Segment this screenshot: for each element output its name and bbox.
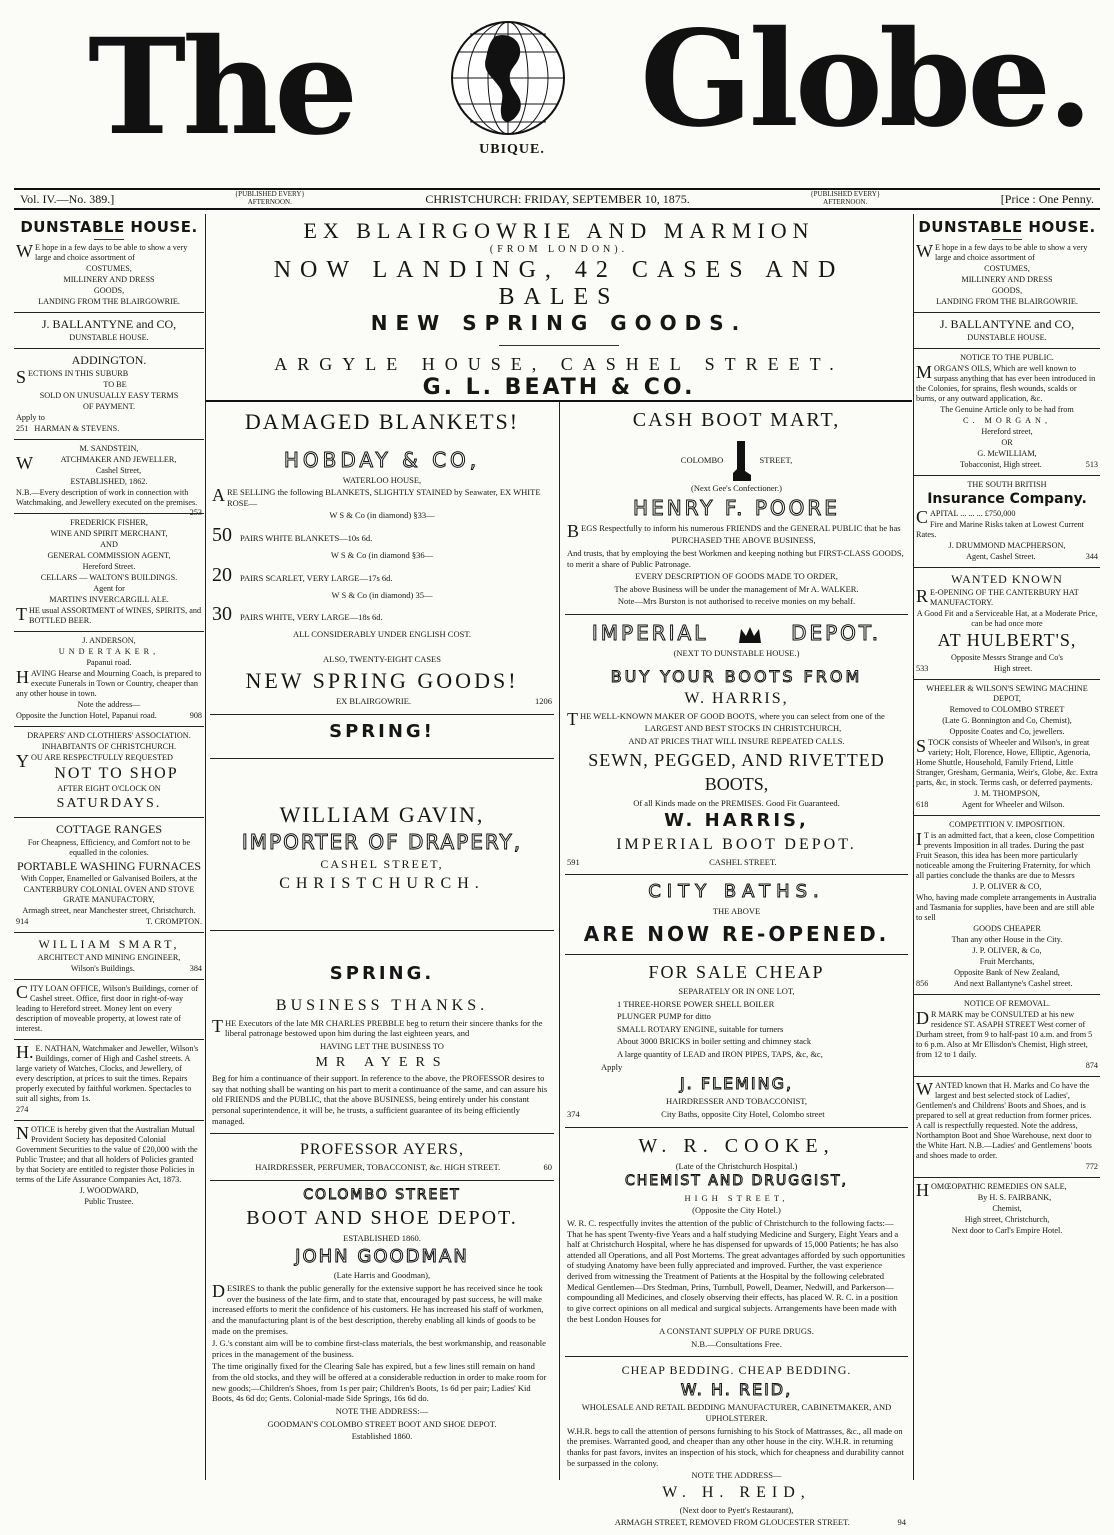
- ad-argyle-house: EX BLAIRGOWRIE AND MARMION (FROM LONDON). NOW LANDING, 42 CASES AND BALES NEW SPRING GOODS. ARGYLE HOUSE, CASHEL STREET. G. L. BEATH & CO.: [206, 214, 912, 402]
- ad-morgans-oils: NOTICE TO THE PUBLIC. MORGAN'S OILS, Which are well known to surpass anything that has ever been introduced in the Colonies, for sprains, flesh wounds, scalds or burns, or any outward application, &c. The Genuine Article only to be had from C. MORGAN, Hereford street, OR G. McWILLIAM, Tobacconist, High street. 513: [914, 349, 1100, 476]
- ad-william-gavin: WILLIAM GAVIN, IMPORTER OF DRAPERY, CASHEL STREET, CHRISTCHURCH.: [210, 759, 554, 932]
- ad-reid-bedding: CHEAP BEDDING. CHEAP BEDDING. W. H. REID, WHOLESALE AND RETAIL BEDDING MANUFACTURER, CABINETMAKER, AND UPHOLSTERER. W.H.R. begs to call the attention of persons furnishing to his Stock of Mattrasses, &c., all made on the premises. Warranted good, and cheaper than any other house in the city. W.H.R. in returning thanks for past favors, invites an inspection of his stock, which for cheapness and durability cannot be surpassed in the colony. NOTE THE ADDRESS— W. H. REID, (Next door to Pyett's Restaurant), ARMAGH STREET, REMOVED FROM GLOUCESTER STREET. 94: [567, 1363, 906, 1528]
- ad-notice-amp: NOTICE is hereby given that the Australian Mutual Provident Society has deposited Colonial Government Securities to the value of £20,000 with the Public Trustee; and that all holders of Policies granted by that Society are entitled to register those Policies in terms of the Life Assurance Companies Act, 1873. J. WOODWARD, Public Trustee.: [16, 1123, 198, 1207]
- ad-spring-1: SPRING!: [210, 715, 554, 759]
- ad-loan-office: CITY LOAN OFFICE, Wilson's Buildings, corner of Cashel street. Office, first door in right-of-way leading to Hereford street. Money lent on every description of moveable property, at lowest rate of interest.: [14, 980, 204, 1040]
- ad-notice-of-removal: NOTICE OF REMOVAL. DR MARK may be CONSULTED at his new residence ST. ASAPH STREET West corner of Durham street, from 9 to half-past 10 a.m. and from 5 to 6 p.m. Also at Mr Ellisdon's Chemist, High street, from 12 to 1 daily. 874: [914, 995, 1100, 1077]
- ad-professor-ayers: PROFESSOR AYERS, HAIRDRESSER, PERFUMER, TOBACCONIST, &c. HIGH STREET. 60: [210, 1134, 554, 1181]
- ad-sandstein: M. SANDSTEIN, WATCHMAKER AND JEWELLER, Cashel Street, ESTABLISHED, 1862. N.B.—Every description of work in connection with Watchmaking, and Jewellery executed on the premises. 253: [14, 440, 204, 514]
- ad-homoeopathic: HOMŒOPATHIC REMEDIES ON SALE, By H. S. FAIRBANK, Chemist, High street, Christchurch, Next door to Carl's Empire Hotel.: [916, 1179, 1067, 1235]
- ad-cooke-chemist: W. R. COOKE, (Late of the Christchurch Hospital.) CHEMIST AND DRUGGIST, HIGH STREET, (Opposite the City Hotel.) W. R. C. respectfully invites the attention of the public of Christchurch to the following facts:—That he has spent Twenty-five Years and a half studying Medicine and Surgery, Eight Years and a half at Christchurch Hospital, where he has dispensed for upwards of 15,000 Patients; he has also attended all Operations, and all Post Mortems. The great advantages afforded by such opportunities of studying Anatomy have been fully appreciated and improved. Further, the vast experience derived from witnessing the Treatment of Patients at the Hospital by the following celebrated Medical Gentlemen—Drs Stedman, Prins, Turnbull, Powell, Deamer, Nedwill, and Parkerson—compounding all Medicines, and closely observing their effects, has placed W. R. C. in a position to give correct opinions on all medical and surgical subjects. Arrangements have been made with the best London Houses for A CONSTANT SUPPLY OF PURE DRUGS. N.B.—Consultations Free.: [565, 1128, 908, 1358]
- issue-price: [Price : One Penny.: [1000, 191, 1094, 206]
- ad-dunstable-house-2: DUNSTABLE HOUSE. WE hope in a few days to be able to show a very large and choice assortment of COSTUMES, MILLINERY AND DRESS GOODS, LANDING FROM THE BLAIRGOWRIE.: [914, 214, 1100, 313]
- ad-anderson: J. ANDERSON, UNDERTAKER, Papanui road. HAVING Hearse and Mourning Coach, is prepared to execute Funerals in Town or Country, cheaper than any other house in town. Note the address— Opposite the Junction Hotel, Papanui road. 908: [14, 632, 204, 727]
- masthead-motto: UBIQUE.: [479, 142, 545, 157]
- dateline: [14, 188, 1100, 210]
- ad-ballantyne: J. BALLANTYNE and CO, DUNSTABLE HOUSE.: [14, 313, 204, 349]
- right-column: [914, 214, 1100, 1480]
- center-column-b: [561, 402, 912, 1528]
- boot-icon: [731, 441, 751, 481]
- ad-marks-boots: WANTED known that H. Marks and Co have the largest and best selected stock of Ladies', Gentlemen's and Childrens' Boots and Shoes, and is prepared to sell at great reduction from former prices. A call is respectfully requested. Note the address, Northampton Boot and Shoe Warehouse, next door to the White Hart. N.B.—Ladies' and Gentlemens' boots and shoes made to order. 772: [914, 1077, 1100, 1178]
- ad-hulbert: WANTED KNOWN RE-OPENING OF THE CANTERBURY HAT MANUFACTORY. A Good Fit and a Serviceable Hat, at a Moderate Price, can be had once more AT HULBERT'S, Opposite Messrs Strange and Co's 533 High street.: [914, 568, 1100, 680]
- ad-business-thanks: SPRING. BUSINESS THANKS. THE Executors of the late MR CHARLES PREBBLE beg to return their sincere thanks for the liberal patronage bestowed upon him during the last eighteen years, and HAVING LET THE BUSINESS TO MR AYERS Beg for him a continuance of their support. In reference to the above, the PROFESSOR desires to say that nothing shall be wanting on his part to merit a continuance of the same, and can assure his old FRIENDS and the PUBLIC, that the above BUSINESS, being entirely under his constant personal superintendence, it will be, he trusts, a sufficient guarantee of its being efficiently managed.: [210, 931, 554, 1134]
- volume-number: Vol. IV.—No. 389.]: [20, 191, 115, 206]
- left-column: [14, 214, 204, 1480]
- masthead-title-left: The: [88, 10, 355, 165]
- ad-oliver: COMPETITION V. IMPOSITION. IT is an admitted fact, that a keen, close Competition prevents Imposition in all trades. During the past Fruit Season, this idea has been more particularly noticeable among the Fruitering Fraternity, for which all parties conclude the thanks are due to Messrs J. P. OLIVER & CO, Who, having made complete arrangements in Australia and Tasmania for supplies, have been and are still able to sell GOODS CHEAPER Than any other House in the City. J. P. OLIVER, & Co, Fruit Merchants, Opposite Bank of New Zealand, 856 And next Ballantyne's Cashel street.: [914, 816, 1100, 995]
- ad-addington: ADDINGTON. SECTIONS IN THIS SUBURB TO BE SOLD ON UNUSUALLY EASY TERMS OF PAYMENT. Apply to 251 HARMAN & STEVENS.: [14, 349, 204, 440]
- published-note-left: {PUBLISHED EVERY} AFTERNOON.: [234, 190, 305, 206]
- ad-goodman-boot-depot: COLOMBO STREET BOOT AND SHOE DEPOT. ESTABLISHED 1860. JOHN GOODMAN (Late Harris and Goodman), DESIRES to thank the public generally for the extensive support he has received since he took over the business of the late firm, and to state that, encouraged by past success, he will make increased efforts to merit the confidence of his customers. He has increased his staff of workmen, and the manufacturing plant is of the best description, thereby enabling all kinds of goods to be made on the premises. J. G.'s constant aim will be to combine first-class materials, the best workmanship, and reasonable prices in the management of the business. The time originally fixed for the Clearing Sale has expired, but a few lines still remain on hand from the old stocks, and they will be offered at a considerable reduction in order to make room for new goods;—Children's Shoes, from 1s per pair; Children's Boots, 1s 6d per pair; Ladies' Kid Boots, 4s 6d do; Gents. Colonial-made Side Springs, 16s 6d do. NOTE THE ADDRESS:— GOODMAN'S COLOMBO STREET BOOT AND SHOE DEPOT. Established 1860.: [212, 1186, 547, 1442]
- globe-icon: [448, 14, 568, 144]
- ad-nathan: H.E. NATHAN, Watchmaker and Jeweller, Wilson's Buildings, corner of High and Cashel streets. A large variety of Watches, Clocks, and Jewellery, of every description, at prices to suit the times. Repairs properly executed by faithful workmen. Spectacles to suit all sights, from 1s. 274: [14, 1040, 204, 1121]
- ad-south-british-insurance: THE SOUTH BRITISH Insurance Company. CAPITAL ... ... ... £750,000 Fire and Marine Risks taken at Lowest Current Rates. J. DRUMMOND MACPHERSON, Agent, Cashel Street. 344: [914, 476, 1100, 568]
- ad-dunstable-house: DUNSTABLE HOUSE. WE hope in a few days to be able to show a very large and choice assortment of COSTUMES, MILLINERY AND DRESS GOODS, LANDING FROM THE BLAIRGOWRIE.: [14, 214, 204, 313]
- ad-wheeler-wilson: WHEELER & WILSON'S SEWING MACHINE DEPOT, Removed to COLOMBO STREET (Late G. Bonnington and Co, Chemist), Opposite Coates and Co, jewellers. STOCK consists of Wheeler and Wilson's, in great variety; Holt, Florence, Howe, Elliptic, Agenoria, Home Shuttle, Household, Family Friend, Little Stranger, Gresham, Germania, Weir's, Globe, &c. Extra parts, &c, in stock. Terms cash, or deferred payments. J. M. THOMPSON, 618 Agent for Wheeler and Wilson.: [914, 680, 1100, 816]
- center-column-a: [206, 402, 558, 1480]
- ad-city-baths: CITY BATHS. THE ABOVE ARE NOW RE-OPENED.: [565, 875, 908, 955]
- ad-drapers: DRAPERS' AND CLOTHIERS' ASSOCIATION. INHABITANTS OF CHRISTCHURCH. YOU ARE RESPECTFULLY REQUESTED NOT TO SHOP AFTER EIGHT O'CLOCK ON SATURDAYS.: [14, 727, 204, 819]
- ad-crompton: COTTAGE RANGES For Cheapness, Efficiency, and Comfort not to be equalled in the colonies. PORTABLE WASHING FURNACES With Copper, Enamelled or Galvanised Boilers, at the CANTERBURY COLONIAL OVEN AND STOVE GRATE MANUFACTORY, Armagh street, near Manchester street, Christchurch. 914 T. CROMPTON.: [14, 818, 204, 933]
- issue-date: CHRISTCHURCH: FRIDAY, SEPTEMBER 10, 1875.: [425, 191, 690, 206]
- ad-damaged-blankets: DAMAGED BLANKETS! HOBDAY & CO, WATERLOO HOUSE, ARE SELLING the following BLANKETS, SLIGHTLY STAINED by Seawater, EX WHITE ROSE— W S & Co (in diamond) §33— 50 PAIRS WHITE BLANKETS—10s 6d. W S & Co (in diamond §36— 20 PAIRS SCARLET, VERY LARGE—17s 6d. W S & Co (in diamond) 35— 30 PAIRS WHITE, VERY LARGE—18s 6d. ALL CONSIDERABLY UNDER ENGLISH COST. ALSO, TWENTY-EIGHT CASES NEW SPRING GOODS! EX BLAIRGOWRIE. 1206: [210, 402, 554, 715]
- masthead-title-right: Globe.: [640, 2, 1090, 157]
- ad-imperial-depot: IMPERIAL DEPOT. (NEXT TO DUNSTABLE HOUSE.) BUY YOUR BOOTS FROM W. HARRIS, THE WELL-KNOWN MAKER OF GOOD BOOTS, where you can select from one of the LARGEST AND BEST STOCKS IN CHRISTCHURCH, AND AT PRICES THAT WILL INSURE REPEATED CALLS. SEWN, PEGGED, AND RIVETTED BOOTS, Of all Kinds made on the PREMISES. Good Fit Guaranteed. W. HARRIS, IMPERIAL BOOT DEPOT. 591 CASHEL STREET.: [565, 615, 908, 875]
- ad-smart: WILLIAM SMART, ARCHITECT AND MINING ENGINEER, Wilson's Buildings. 384: [14, 933, 204, 980]
- ad-cash-boot-mart: CASH BOOT MART, COLOMBO STREET, (Next Gee's Confectioner.) HENRY F. POORE BEGS Respectfully to inform his numerous FRIENDS and the GENERAL PUBLIC that he has PURCHASED THE ABOVE BUSINESS, And trusts, that by employing the best Workmen and keeping nothing but FIRST-CLASS GOODS, to merit a share of Public Patronage. EVERY DESCRIPTION OF GOODS MADE TO ORDER, The above Business will be under the management of Mr A. WALKER. Note—Mrs Burston is not authorised to receive monies on my behalf.: [565, 402, 908, 615]
- ad-for-sale-cheap: FOR SALE CHEAP SEPARATELY OR IN ONE LOT, 1 THREE-HORSE POWER SHELL BOILER PLUNGER PUMP for ditto SMALL ROTARY ENGINE, suitable for turners About 3000 BRICKS in boiler setting and chimney stack A large quantity of LEAD and IRON PIPES, TAPS, &c, &c, Apply J. FLEMING, HAIRDRESSER AND TOBACCONIST, 374 City Baths, opposite City Hotel, Colombo street: [565, 955, 908, 1127]
- crown-icon: [738, 626, 762, 644]
- masthead: [0, 0, 1114, 190]
- published-note-right: {PUBLISHED EVERY} AFTERNOON.: [810, 190, 881, 206]
- ad-ballantyne-2: J. BALLANTYNE and CO, DUNSTABLE HOUSE.: [914, 313, 1100, 349]
- column-rule: [559, 402, 560, 1480]
- ad-fisher: FREDERICK FISHER, WINE AND SPIRIT MERCHANT, AND GENERAL COMMISSION AGENT, Hereford Street. CELLARS — WALTON'S BUILDINGS. Agent for MARTIN'S INVERCARGILL ALE. THE usual ASSORTMENT of WINES, SPIRITS, and BOTTLED BEER.: [14, 514, 204, 632]
